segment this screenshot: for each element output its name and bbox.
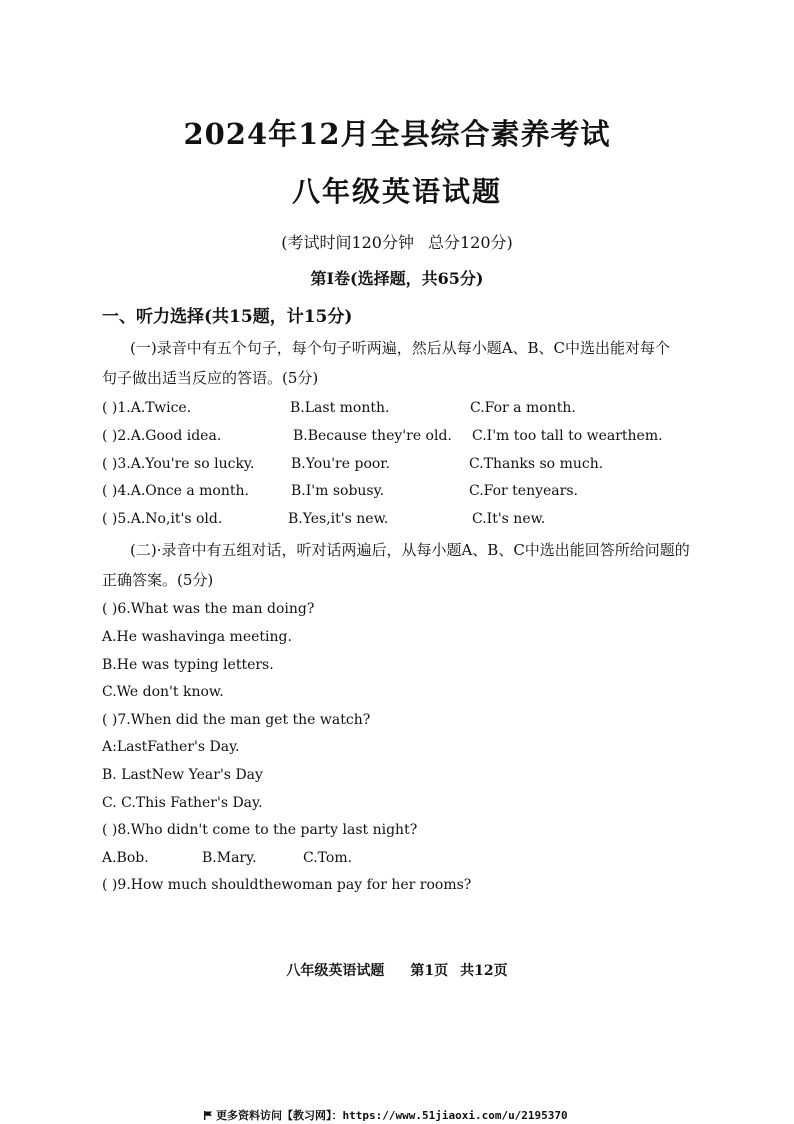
question-3-option-c: C.Thanks so much. bbox=[469, 456, 604, 472]
question-2: ( )2.A.Good idea. bbox=[102, 428, 222, 444]
page-footer bbox=[0, 960, 794, 980]
part1-instruction-line2: 句子做出适当反应的答语。(5分) bbox=[102, 369, 319, 387]
footer-total-pages: 共12页 bbox=[460, 963, 508, 979]
question-8-option-a: A.Bob. bbox=[102, 850, 149, 866]
question-6: ( )6.What was the man doing? bbox=[102, 601, 315, 617]
question-9: ( )9.How much shouldthewoman pay for her rooms? bbox=[102, 877, 472, 893]
footer-page-number: 第1页 bbox=[410, 963, 449, 979]
resource-link[interactable] bbox=[204, 1107, 568, 1123]
footer-subject: 八年级英语试题 bbox=[286, 963, 385, 979]
volume-heading: 第Ⅰ卷(选择题，共65分) bbox=[310, 269, 484, 288]
question-1: ( )1.A.Twice. bbox=[102, 400, 192, 416]
exam-time: (考试时间120分钟 bbox=[281, 233, 414, 252]
total-score: 总分120分) bbox=[428, 233, 513, 252]
question-8: ( )8.Who didn't come to the party last night? bbox=[102, 822, 418, 838]
part2-instruction-line1: (二)·录音中有五组对话，听对话两遍后，从每小题A、B、C中选出能回答所给问题的 bbox=[130, 541, 690, 559]
question-1-option-c: C.For a month. bbox=[470, 400, 576, 416]
part2-instruction-line2: 正确答案。(5分) bbox=[102, 571, 214, 589]
exam-title: 2024年12月全县综合素养考试 bbox=[183, 117, 611, 151]
question-7: ( )7.When did the man get the watch? bbox=[102, 712, 371, 728]
exam-info bbox=[0, 230, 794, 253]
question-4-option-b: B.I'm sobusy. bbox=[291, 483, 385, 499]
part1-instruction bbox=[102, 333, 702, 393]
question-4-option-c: C.For tenyears. bbox=[469, 483, 578, 499]
question-7-option-b: B. LastNew Year's Day bbox=[102, 767, 263, 783]
question-7-option-c: C. C.This Father's Day. bbox=[102, 795, 263, 811]
question-5: ( )5.A.No,it's old. bbox=[102, 511, 223, 527]
question-5-option-b: B.Yes,it's new. bbox=[288, 511, 389, 527]
question-4: ( )4.A.Once a month. bbox=[102, 483, 249, 499]
part1-instruction-line1: (一)录音中有五个句子，每个句子听两遍，然后从每小题A、B、C中选出能对每个 bbox=[130, 339, 671, 357]
question-8-option-c: C.Tom. bbox=[303, 850, 353, 866]
resource-link-text[interactable]: 更多资料访问【教习网】：https://www.51jiaoxi.com/u/2195370 bbox=[216, 1109, 568, 1122]
question-6-option-c: C.We don't know. bbox=[102, 684, 224, 700]
exam-subtitle: 八年级英语试题 bbox=[291, 175, 502, 208]
question-1-option-b: B.Last month. bbox=[290, 400, 390, 416]
question-3-option-b: B.You're poor. bbox=[291, 456, 390, 472]
part2-instruction bbox=[102, 535, 702, 595]
question-6-option-a: A.He washavinga meeting. bbox=[102, 629, 292, 645]
question-2-option-c: C.I'm too tall to wearthem. bbox=[472, 428, 663, 444]
question-3: ( )3.A.You're so lucky. bbox=[102, 456, 255, 472]
question-5-option-c: C.It's new. bbox=[472, 511, 546, 527]
question-8-option-b: B.Mary. bbox=[202, 850, 257, 866]
question-7-option-a: A:LastFather's Day. bbox=[102, 739, 240, 755]
section-title: 一、听力选择(共15题，计15分) bbox=[102, 307, 353, 327]
question-2-option-b: B.Because they're old. bbox=[293, 428, 452, 444]
question-6-option-b: B.He was typing letters. bbox=[102, 657, 274, 673]
flag-icon bbox=[204, 1111, 212, 1120]
